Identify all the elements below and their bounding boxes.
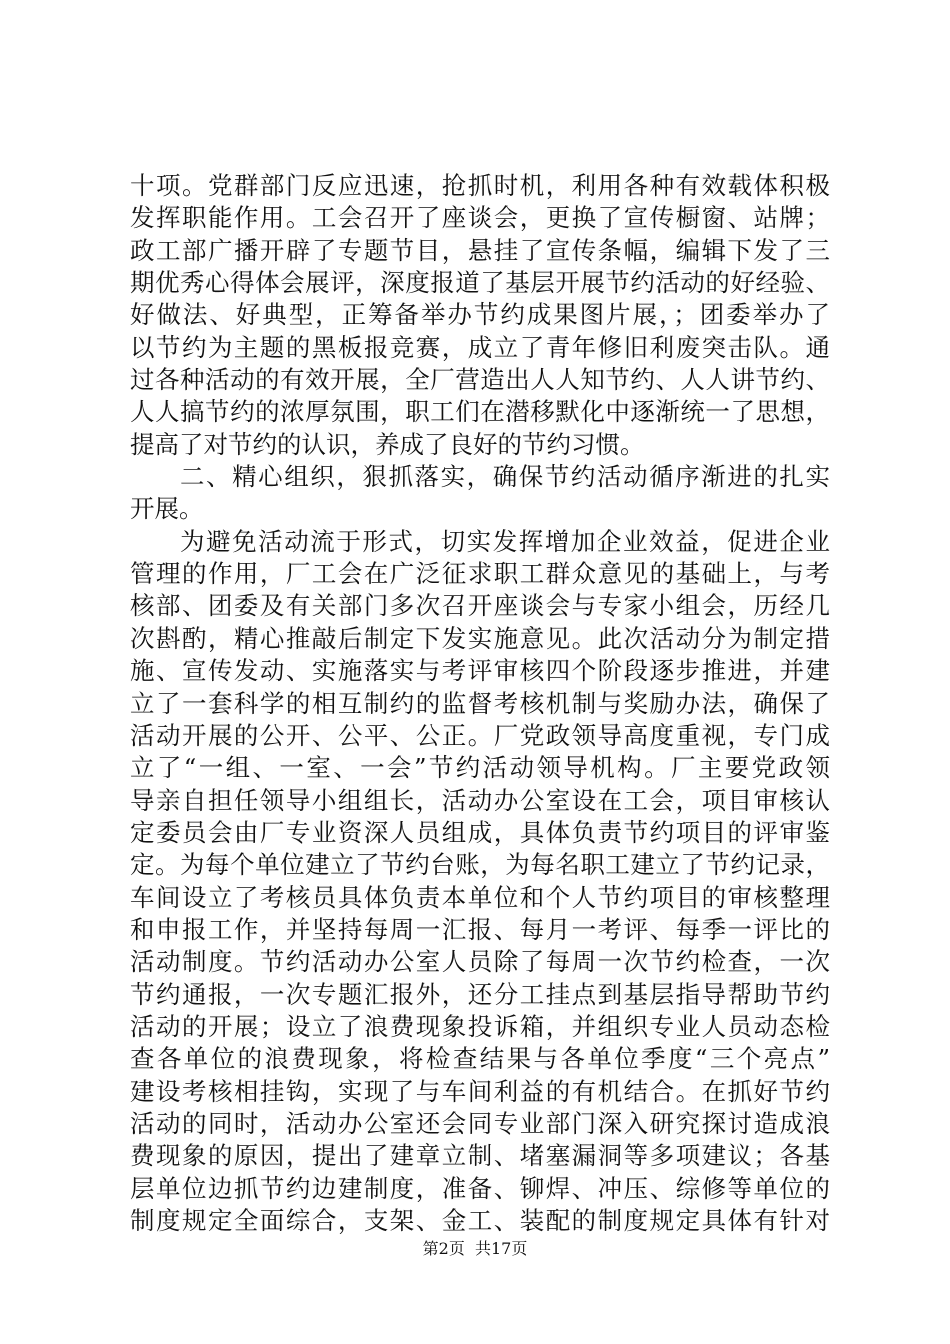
text-line: 导亲自担任领导小组组长，活动办公室设在工会，项目审核认 <box>130 785 830 815</box>
document-body <box>130 170 830 1237</box>
text-line: 以节约为主题的黑板报竞赛，成立了青年修旧利废突击队。通 <box>130 332 830 362</box>
text-line: 查各单位的浪费现象，将检查结果与各单位季度“三个亮点” <box>130 1044 830 1074</box>
page-number: 第2页 共17页 <box>422 1239 528 1258</box>
text-line: 为避免活动流于形式，切实发挥增加企业效益，促进企业 <box>180 526 830 556</box>
text-line: 费现象的原因，提出了建章立制、堵塞漏洞等多项建议；各基 <box>130 1141 830 1171</box>
section-heading-line: 开展。 <box>130 494 204 524</box>
text-line: 立了“一组、一室、一会”节约活动领导机构。厂主要党政领 <box>130 753 830 783</box>
text-line: 活动制度。节约活动办公室人员除了每周一次节约检查，一次 <box>130 947 830 977</box>
text-line: 定。为每个单位建立了节约台账，为每名职工建立了节约记录， <box>130 850 830 880</box>
text-line: 活动开展的公开、公平、公正。厂党政领导高度重视，专门成 <box>130 720 830 750</box>
text-line: 和申报工作，并坚持每周一汇报、每月一考评、每季一评比的 <box>130 914 830 944</box>
text-line: 政工部广播开辟了专题节目，悬挂了宣传条幅，编辑下发了三 <box>130 235 830 265</box>
text-line: 期优秀心得体会展评，深度报道了基层开展节约活动的好经验、 <box>130 268 830 298</box>
text-line: 过各种活动的有效开展，全厂营造出人人知节约、人人讲节约、 <box>130 365 830 395</box>
text-line: 管理的作用，厂工会在广泛征求职工群众意见的基础上，与考 <box>130 559 830 589</box>
text-line: 施、宣传发动、实施落实与考评审核四个阶段逐步推进，并建 <box>130 656 830 686</box>
text-line: 人人搞节约的浓厚氛围，职工们在潜移默化中逐渐统一了思想， <box>130 397 830 427</box>
text-line: 节约通报，一次专题汇报外，还分工挂点到基层指导帮助节约 <box>130 979 830 1009</box>
text-line: 发挥职能作用。工会召开了座谈会，更换了宣传橱窗、站牌； <box>130 203 830 233</box>
text-line: 制度规定全面综合，支架、金工、装配的制度规定具体有针对 <box>130 1206 830 1235</box>
text-line: 核部、团委及有关部门多次召开座谈会与专家小组会，历经几 <box>130 591 830 621</box>
text-line: 好做法、好典型，正筹备举办节约成果图片展，；团委举办了 <box>130 300 830 330</box>
section-heading-line: 二、精心组织，狠抓落实，确保节约活动循序渐进的扎实 <box>180 462 830 492</box>
text-line: 次斟酌，精心推敲后制定下发实施意见。此次活动分为制定措 <box>130 623 830 653</box>
text-line: 车间设立了考核员具体负责本单位和个人节约项目的审核整理 <box>130 882 830 912</box>
text-line: 立了一套科学的相互制约的监督考核机制与奖励办法，确保了 <box>130 688 830 718</box>
text-line: 定委员会由厂专业资深人员组成，具体负责节约项目的评审鉴 <box>130 817 830 847</box>
text-line: 建设考核相挂钩，实现了与车间利益的有机结合。在抓好节约 <box>130 1076 830 1106</box>
page-footer <box>0 1236 950 1259</box>
text-line: 活动的同时，活动办公室还会同专业部门深入研究探讨造成浪 <box>130 1108 830 1138</box>
text-line: 提高了对节约的认识，养成了良好的节约习惯。 <box>130 429 645 459</box>
text-line: 活动的开展；设立了浪费现象投诉箱，并组织专业人员动态检 <box>130 1011 830 1041</box>
text-line: 十项。党群部门反应迅速，抢抓时机，利用各种有效载体积极 <box>130 171 830 200</box>
text-line: 层单位边抓节约边建制度，准备、铆焊、冲压、综修等单位的 <box>130 1173 830 1203</box>
